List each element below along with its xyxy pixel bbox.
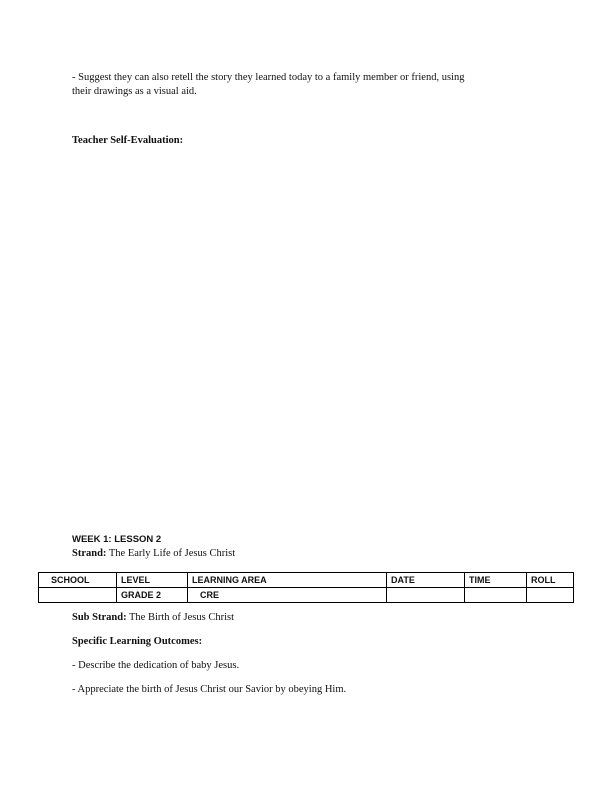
table-header-row xyxy=(39,573,574,588)
table-header: LEVEL xyxy=(117,573,188,588)
paragraph-line: their drawings as a visual aid. xyxy=(72,86,197,97)
table-cell xyxy=(387,588,465,603)
strand-value: The Early Life of Jesus Christ xyxy=(106,548,236,559)
table-header: TIME xyxy=(465,573,527,588)
outcome-item: - Appreciate the birth of Jesus Christ our Savior by obeying Him. xyxy=(72,684,347,695)
section-heading: Teacher Self-Evaluation: xyxy=(72,135,184,146)
sub-strand-label: Sub Strand: xyxy=(72,612,127,623)
table-header: ROLL xyxy=(527,573,574,588)
outcomes-heading: Specific Learning Outcomes: xyxy=(72,636,203,647)
strand-label: Strand: xyxy=(72,548,107,559)
table-cell: CRE xyxy=(188,588,387,603)
table-cell xyxy=(527,588,574,603)
strand-line xyxy=(72,548,235,559)
table-header: SCHOOL xyxy=(39,573,117,588)
sub-strand-value: The Birth of Jesus Christ xyxy=(126,612,235,623)
outcome-item: - Describe the dedication of baby Jesus. xyxy=(72,660,240,671)
lesson-title: WEEK 1: LESSON 2 xyxy=(72,534,162,545)
paragraph-line: - Suggest they can also retell the story they learned today to a family member or friend, using xyxy=(72,72,465,83)
table-cell: GRADE 2 xyxy=(117,588,188,603)
lesson-info-table xyxy=(38,572,574,603)
table-header: DATE xyxy=(387,573,465,588)
table-header: LEARNING AREA xyxy=(188,573,387,588)
table-cell xyxy=(465,588,527,603)
sub-strand-line xyxy=(72,612,234,623)
table-row xyxy=(39,588,574,603)
table-cell xyxy=(39,588,117,603)
